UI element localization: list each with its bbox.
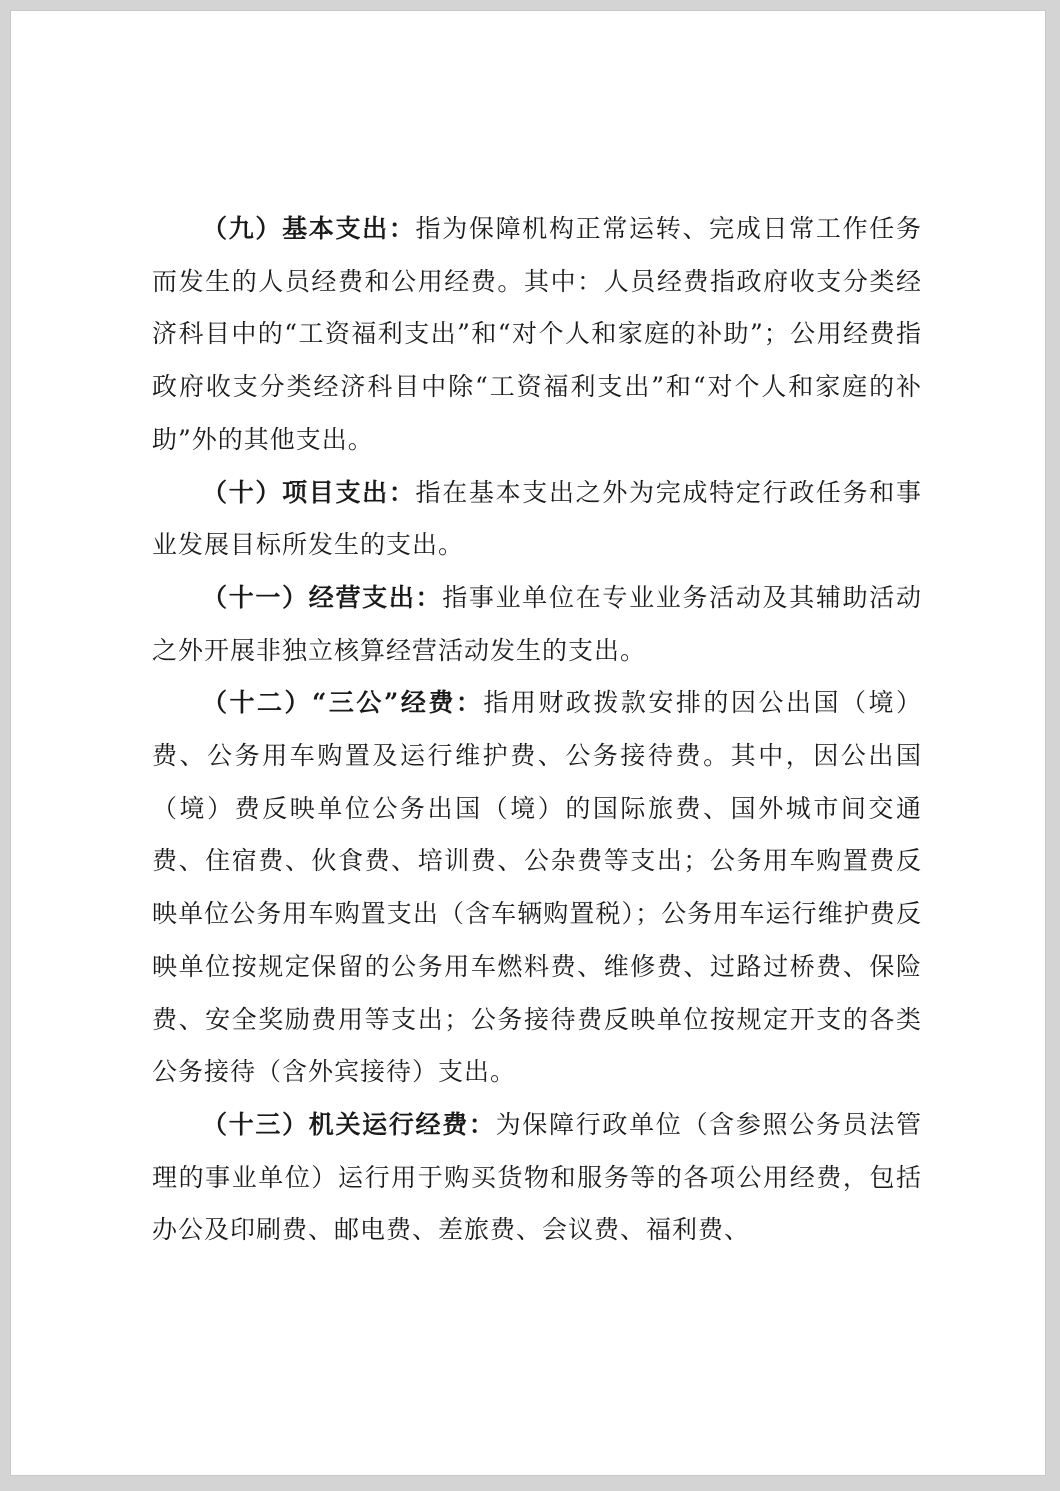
paragraph-heading: （九）基本支出：: [202, 214, 416, 243]
paragraph-three-public-expenses: [152, 677, 922, 1099]
paragraph-basic-expenditure: [152, 203, 922, 467]
document-page: [10, 10, 1046, 1476]
document-body: [152, 203, 922, 1257]
paragraph-text: 指为保障机构正常运转、完成日常工作任务而发生的人员经费和公用经费。其中：人员经费指政府收支分类经济科目中的“工资福利支出”和“对个人和家庭的补助”；公用经费指政府收支分类经济科目中除“工资福利支出”和“对个人和家庭的补助”外的其他支出。: [152, 214, 922, 454]
paragraph-text: 为保障行政单位（含参照公务员法管理的事业单位）运行用于购买货物和服务等的各项公用经费，包括办公及印刷费、邮电费、差旅费、会议费、福利费、: [152, 1109, 922, 1245]
paragraph-project-expenditure: [152, 467, 922, 572]
paragraph-text: 指事业单位在专业业务活动及其辅助活动之外开展非独立核算经营活动发生的支出。: [152, 582, 922, 665]
paragraph-text: 指用财政拨款安排的因公出国（境）费、公务用车购置及运行维护费、公务接待费。其中，因公出国（境）费反映单位公务出国（境）的国际旅费、国外城市间交通费、住宿费、伙食费、培训费、公杂费等支出；公务用车购置费反映单位公务用车购置支出（含车辆购置税）；公务用车运行维护费反映单位按规定保留的公务用车燃料费、维修费、过路过桥费、保险费、安全奖励费用等支出；公务接待费反映单位按规定开支的各类公务接待（含外宾接待）支出。: [152, 688, 922, 1087]
paragraph-heading: （十三）机关运行经费：: [202, 1109, 496, 1139]
paragraph-heading: （十）项目支出：: [202, 477, 416, 507]
paragraph-heading: （十一）经营支出：: [202, 582, 443, 612]
paragraph-text: 指在基本支出之外为完成特定行政任务和事业发展目标所发生的支出。: [152, 477, 922, 560]
paragraph-heading: （十二）“三公”经费：: [202, 688, 484, 718]
paragraph-operating-expenditure: [152, 572, 922, 677]
paragraph-agency-operating-expenses: [152, 1099, 922, 1257]
